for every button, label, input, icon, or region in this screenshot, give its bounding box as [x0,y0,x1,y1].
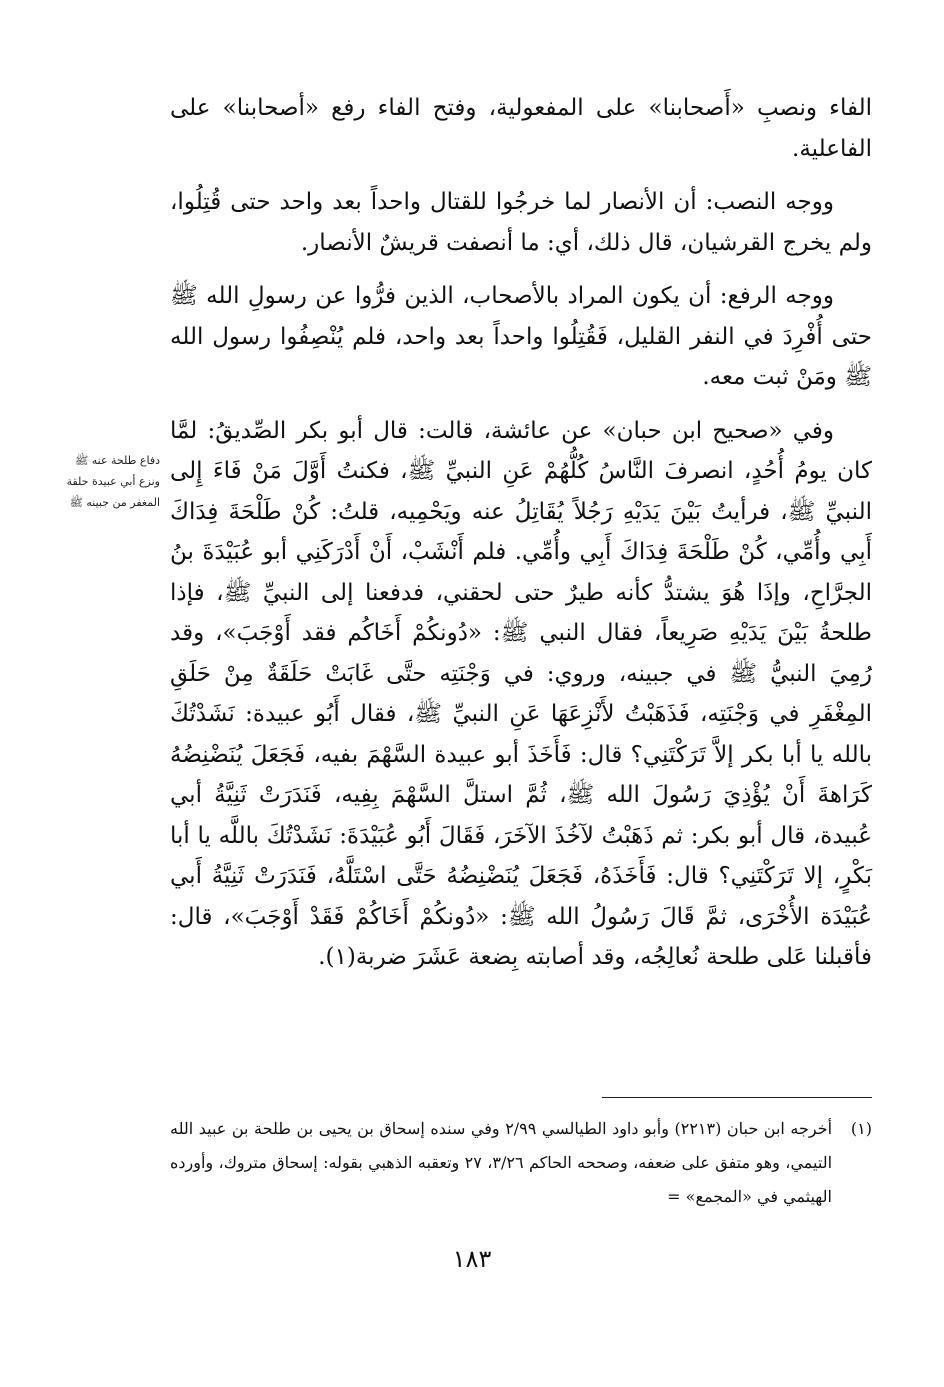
paragraph-hadith: وفي «صحيح ابن حبان» عن عائشة، قالت: قال أبو بكر الصِّديقُ: لمَّا كان يومُ أُحُدٍ، انصرفَ النَّاسُ كُلُّهُمْ عَنِ النبيِّ ﷺ، فكنتُ أَوَّلَ مَنْ فَاءَ إِلى النبيِّ ﷺ، فرأيتُ بَيْنَ يَدَيْهِ رَجُلاً يُقَاتِلُ عنه ويَحْمِيه، قلتُ: كُنْ طَلْحَةَ فِدَاكَ أَبِي وأُمِّي، كُنْ طَلْحَةَ فِدَاكَ أَبِي وأُمِّي. فلم أَنْشَبْ، أَنْ أَدْرَكَنِي أبو عُبَيْدَةَ بنُ الجرَّاحِ، وإذَا هُوَ يشتدُّ كأنه طيرٌ حتى لحقني، فدفعنا إلى النبيِّ ﷺ، فإذا طلحةُ بَيْنَ يَدَيْهِ صَرِيعاً، فقال النبي ﷺ: «دُونكُمْ أَخَاكُم فقد أَوْجَبَ»، وقد رُمِيَ النبيُّ ﷺ في جبينه، وروي: في وَجْنَتِه حتَّى غَابَتْ حَلَقَةٌ مِنْ حَلَقِ المِغْفَرِ في وَجْنَتِه، فَذَهَبْتُ لأَنْزِعَهَا عَنِ النبيِّ ﷺ، فقال أَبُو عبيدة: نَشَدْتُكَ بالله يا أبا بكر إلاَّ تَرَكْتَنِي؟ قال: فَأَخَذَ أبو عبيدة السَّهْمَ بفيه، فَجَعَلَ يُنَضْنِضُهُ كَرَاهةَ أَنْ يُؤْذِيَ رَسُولَ الله ﷺ، ثُمَّ استلَّ السَّهْمَ بِفِيه، فَنَدَرَتْ ثَنِيَّةُ أبي عُبيدة، قال أبو بكر: ثم ذَهَبْتُ لآخُذَ الآخَرَ، فَقَالَ أَبُو عُبَيْدَةَ: نَشَدْتُكَ باللَّه يا أبا بَكْرٍ، إلا تَرَكْتَنِي؟ قال: فَأَخَذَهُ، فَجَعَلَ يُنَضْنِضُهُ حَتَّى اسْتَلَّهُ، فَنَدَرَتْ ثَنِيَّةُ أَبي عُبَيْدَة الأُخْرَى، ثمَّ قَالَ رَسُولُ الله ﷺ: «دُونكُمْ أَخَاكُمْ فَقَدْ أَوْجَبَ»، قال: فأقبلنا عَلى طلحة نُعالِجُه، وقد أصابته بِضعة عَشَرَ ضربة(١). [170,417,872,970]
footnote-text: أخرجه ابن حبان (٢٢١٣) وأبو داود الطيالسي ٢/٩٩ وفي سنده إسحاق بن يحيى بن طلحة بن عبيد الله التيمي، وهو متفق على ضعفه، وصححه الحاكم ٣/٢٦، ٢٧ وتعقبه الذهبي بقوله: إسحاق متروك، وأورده الهيثمي في «المجمع» = [170,1119,833,1206]
page-number: ١٨٣ [452,1245,492,1273]
footnote-divider [602,1097,872,1098]
paragraph-continuation: الفاء ونصبِ «أَصحابنا» على المفعولية، وفتح الفاء رفع «أصحابنا» على الفاعلية. [170,95,872,162]
margin-note-line: ونزع أبي عبيدة حلقة [66,475,160,488]
main-text-block [170,88,872,978]
paragraph-raf: ووجه الرفع: أن يكون المراد بالأصحاب، الذين فرُّوا عن رسولِ الله ﷺ حتى أُفْرِدَ في النفر القليل، فَقُتِلُوا واحداً بعد واحد، فلم يُنْصِفُوا رسول الله ﷺ ومَنْ ثبت معه. [170,283,872,390]
margin-note-line: دفاع طلحة عنه ﷺ [74,454,160,467]
margin-note-line: المغفر من جبينه ﷺ [69,496,160,509]
footnote-marker: (١) [850,1119,872,1138]
paragraph-nasb: ووجه النصب: أن الأنصار لما خرجُوا للقتال واحداً بعد واحد حتى قُتِلُوا، ولم يخرج القرشيان، قال ذلك، أي: ما أنصفت قريشٌ الأنصار. [170,189,872,256]
margin-note [4,450,160,513]
footnote [170,1112,872,1214]
